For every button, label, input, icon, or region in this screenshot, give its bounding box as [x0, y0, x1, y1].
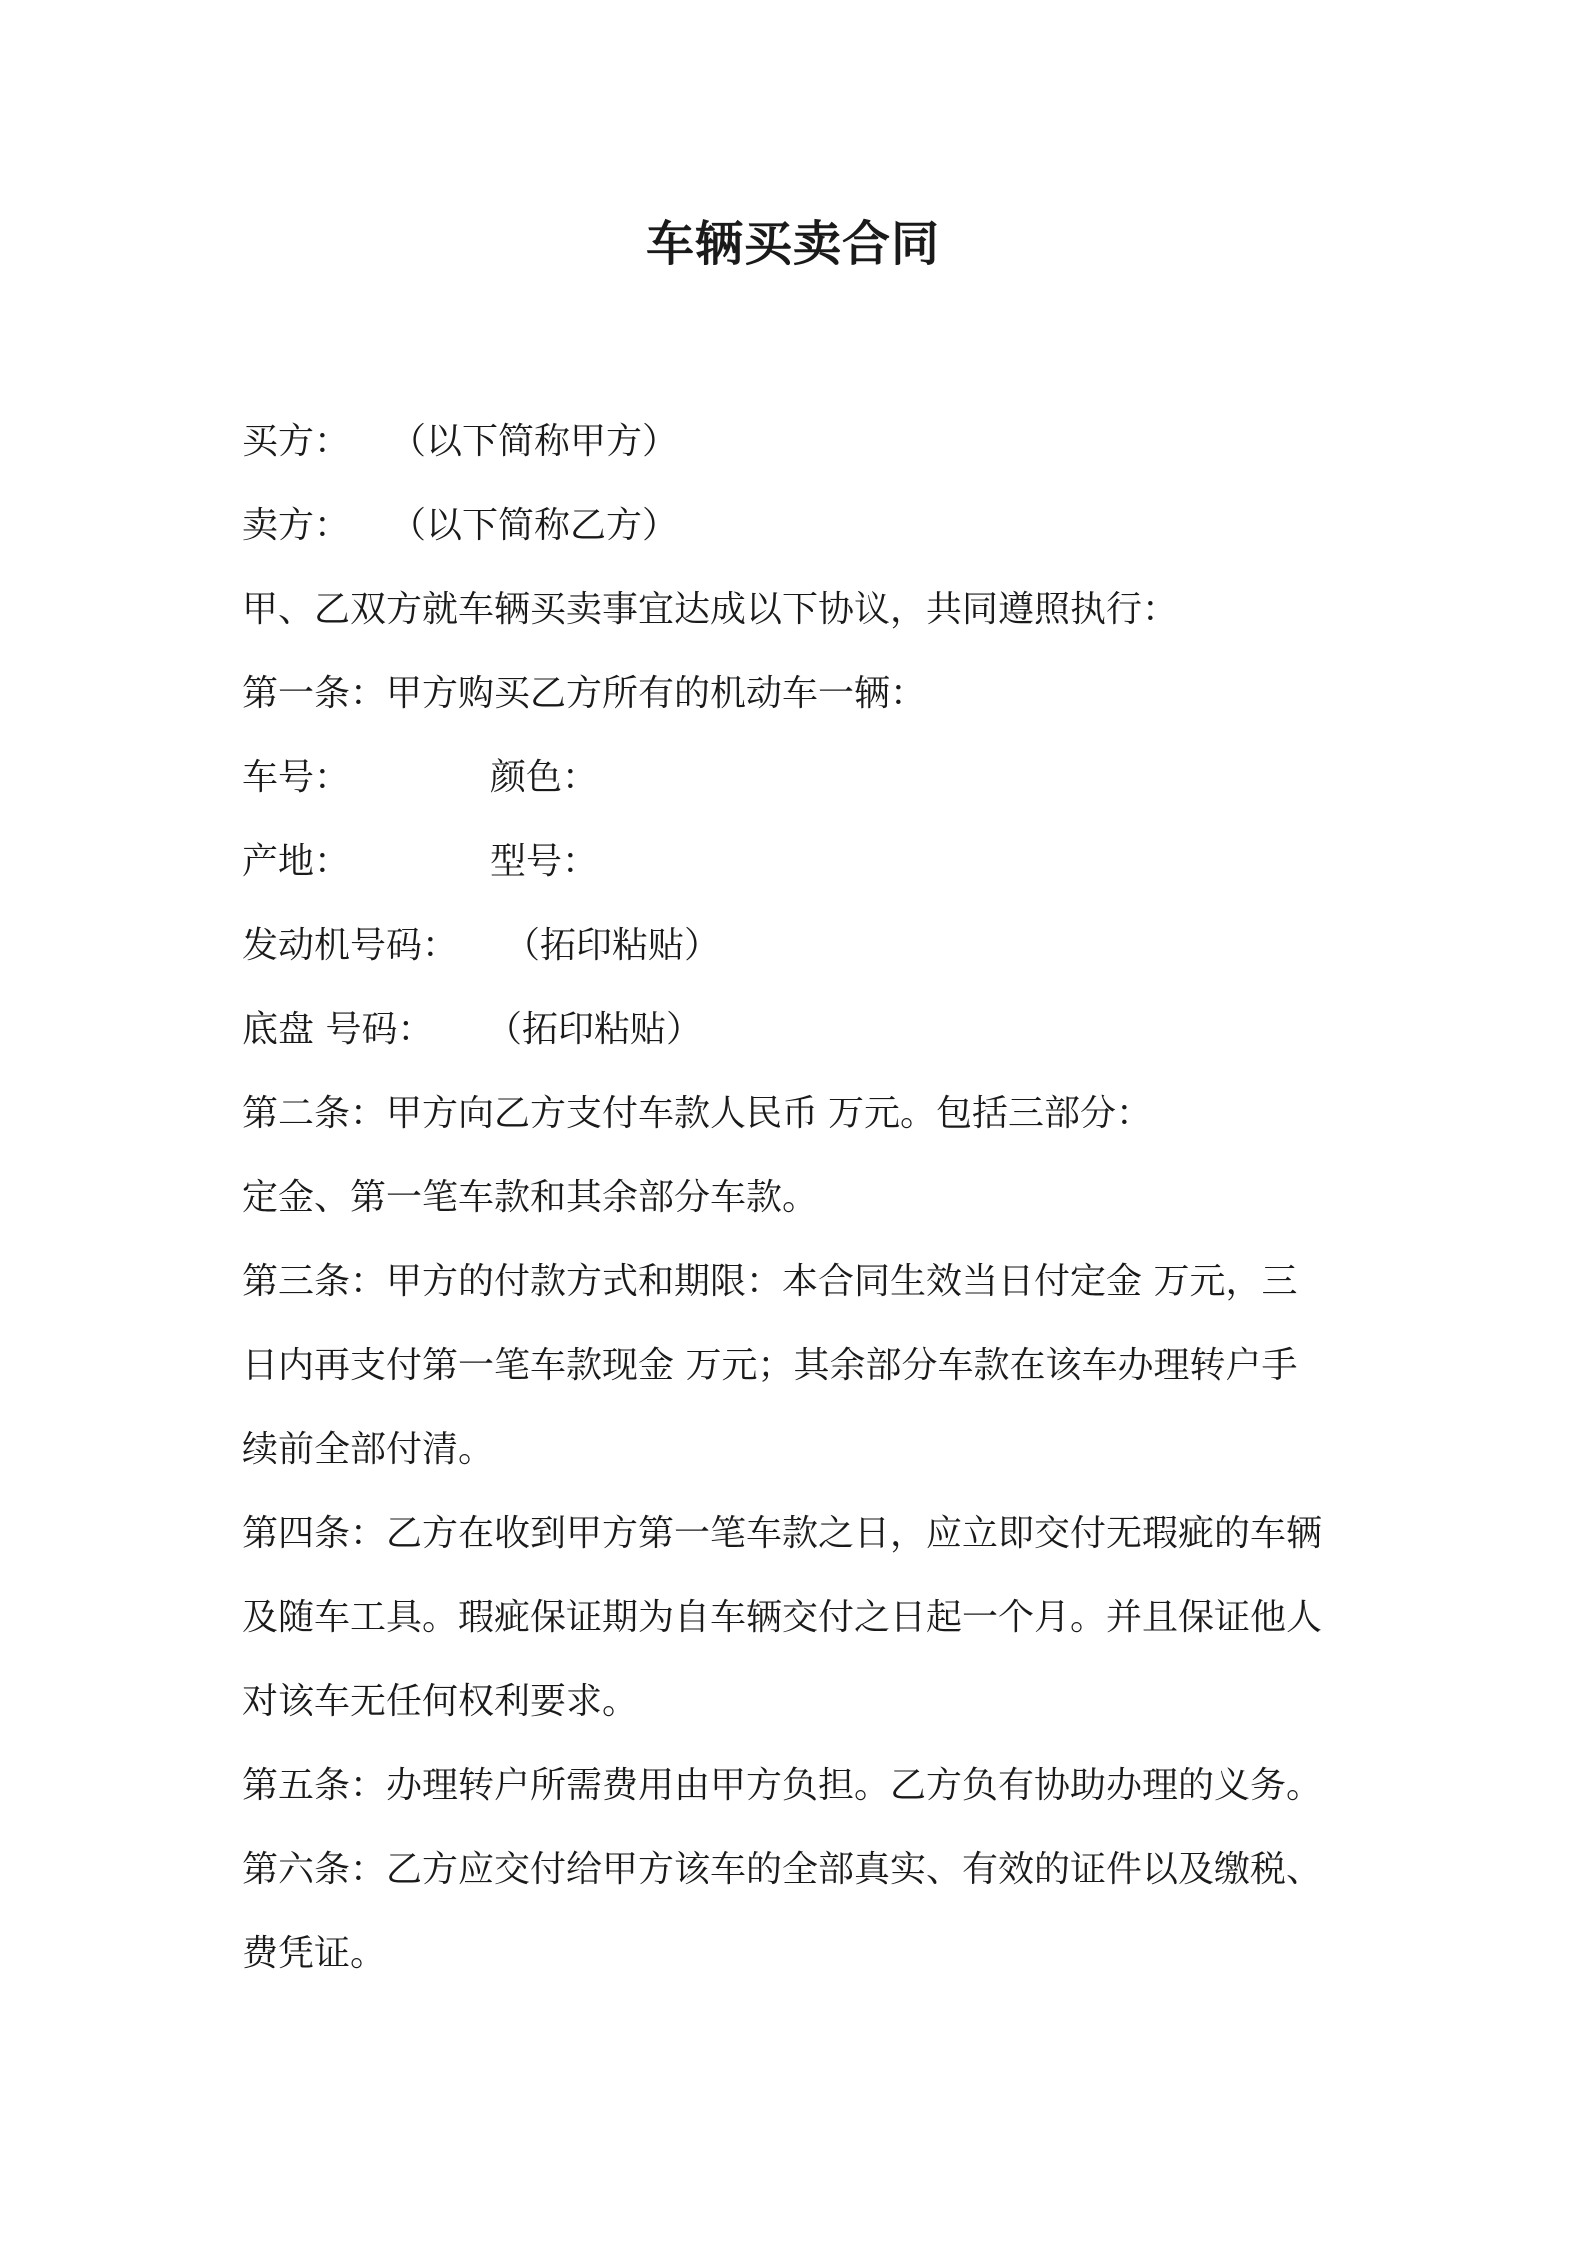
- article-6-line-2: 费凭证。: [242, 1933, 387, 1974]
- contract-title: 车辆买卖合同: [645, 216, 940, 272]
- buyer-label: 买方：: [242, 421, 351, 462]
- engine-note: （拓印粘贴）: [504, 925, 721, 966]
- seller-line: [242, 484, 1362, 568]
- article-2-line-2: 定金、第一笔车款和其余部分车款。: [242, 1177, 819, 1218]
- chassis-note: （拓印粘贴）: [486, 1009, 703, 1050]
- article-5: 第五条：办理转户所需费用由甲方负担。乙方负有协助办理的义务。: [242, 1765, 1323, 1806]
- plate-label: 车号：: [242, 757, 351, 798]
- engine-label: 发动机号码：: [242, 925, 459, 966]
- contract-body: [242, 400, 1362, 1996]
- article-1: 第一条：甲方购买乙方所有的机动车一辆：: [242, 673, 927, 714]
- engine-line: [242, 904, 1362, 988]
- article-6-line-1: 第六条：乙方应交付给甲方该车的全部真实、有效的证件以及缴税、: [242, 1849, 1323, 1890]
- buyer-alias: （以下简称甲方）: [390, 421, 679, 462]
- article-2-part-b: 万元。包括三部分：: [828, 1093, 1153, 1134]
- color-label: 颜色：: [490, 757, 599, 798]
- article-2-part-a: 第二条：甲方向乙方支付车款人民币: [242, 1093, 819, 1134]
- article-4-line-1: 第四条：乙方在收到甲方第一笔车款之日，应立即交付无瑕疵的车辆: [242, 1513, 1323, 1554]
- article-4-line-3: 对该车无任何权利要求。: [242, 1681, 639, 1722]
- origin-model-line: [242, 820, 1362, 904]
- chassis-line: [242, 988, 1362, 1072]
- article-3-line-1: 第三条：甲方的付款方式和期限：本合同生效当日付定金 万元，三: [242, 1261, 1298, 1302]
- article-2-line-1: [242, 1072, 1362, 1156]
- article-3-line-3: 续前全部付清。: [242, 1429, 495, 1470]
- model-label: 型号：: [490, 841, 599, 882]
- article-3-line-2: 日内再支付第一笔车款现金 万元；其余部分车款在该车办理转户手: [242, 1345, 1298, 1386]
- preamble: 甲、乙双方就车辆买卖事宜达成以下协议，共同遵照执行：: [242, 589, 1179, 630]
- seller-label: 卖方：: [242, 505, 351, 546]
- article-4-line-2: 及随车工具。瑕疵保证期为自车辆交付之日起一个月。并且保证他人: [242, 1597, 1323, 1638]
- chassis-label: 底盘 号码：: [242, 1009, 434, 1050]
- seller-alias: （以下简称乙方）: [390, 505, 679, 546]
- origin-label: 产地：: [242, 841, 351, 882]
- plate-color-line: [242, 736, 1362, 820]
- buyer-line: [242, 400, 1362, 484]
